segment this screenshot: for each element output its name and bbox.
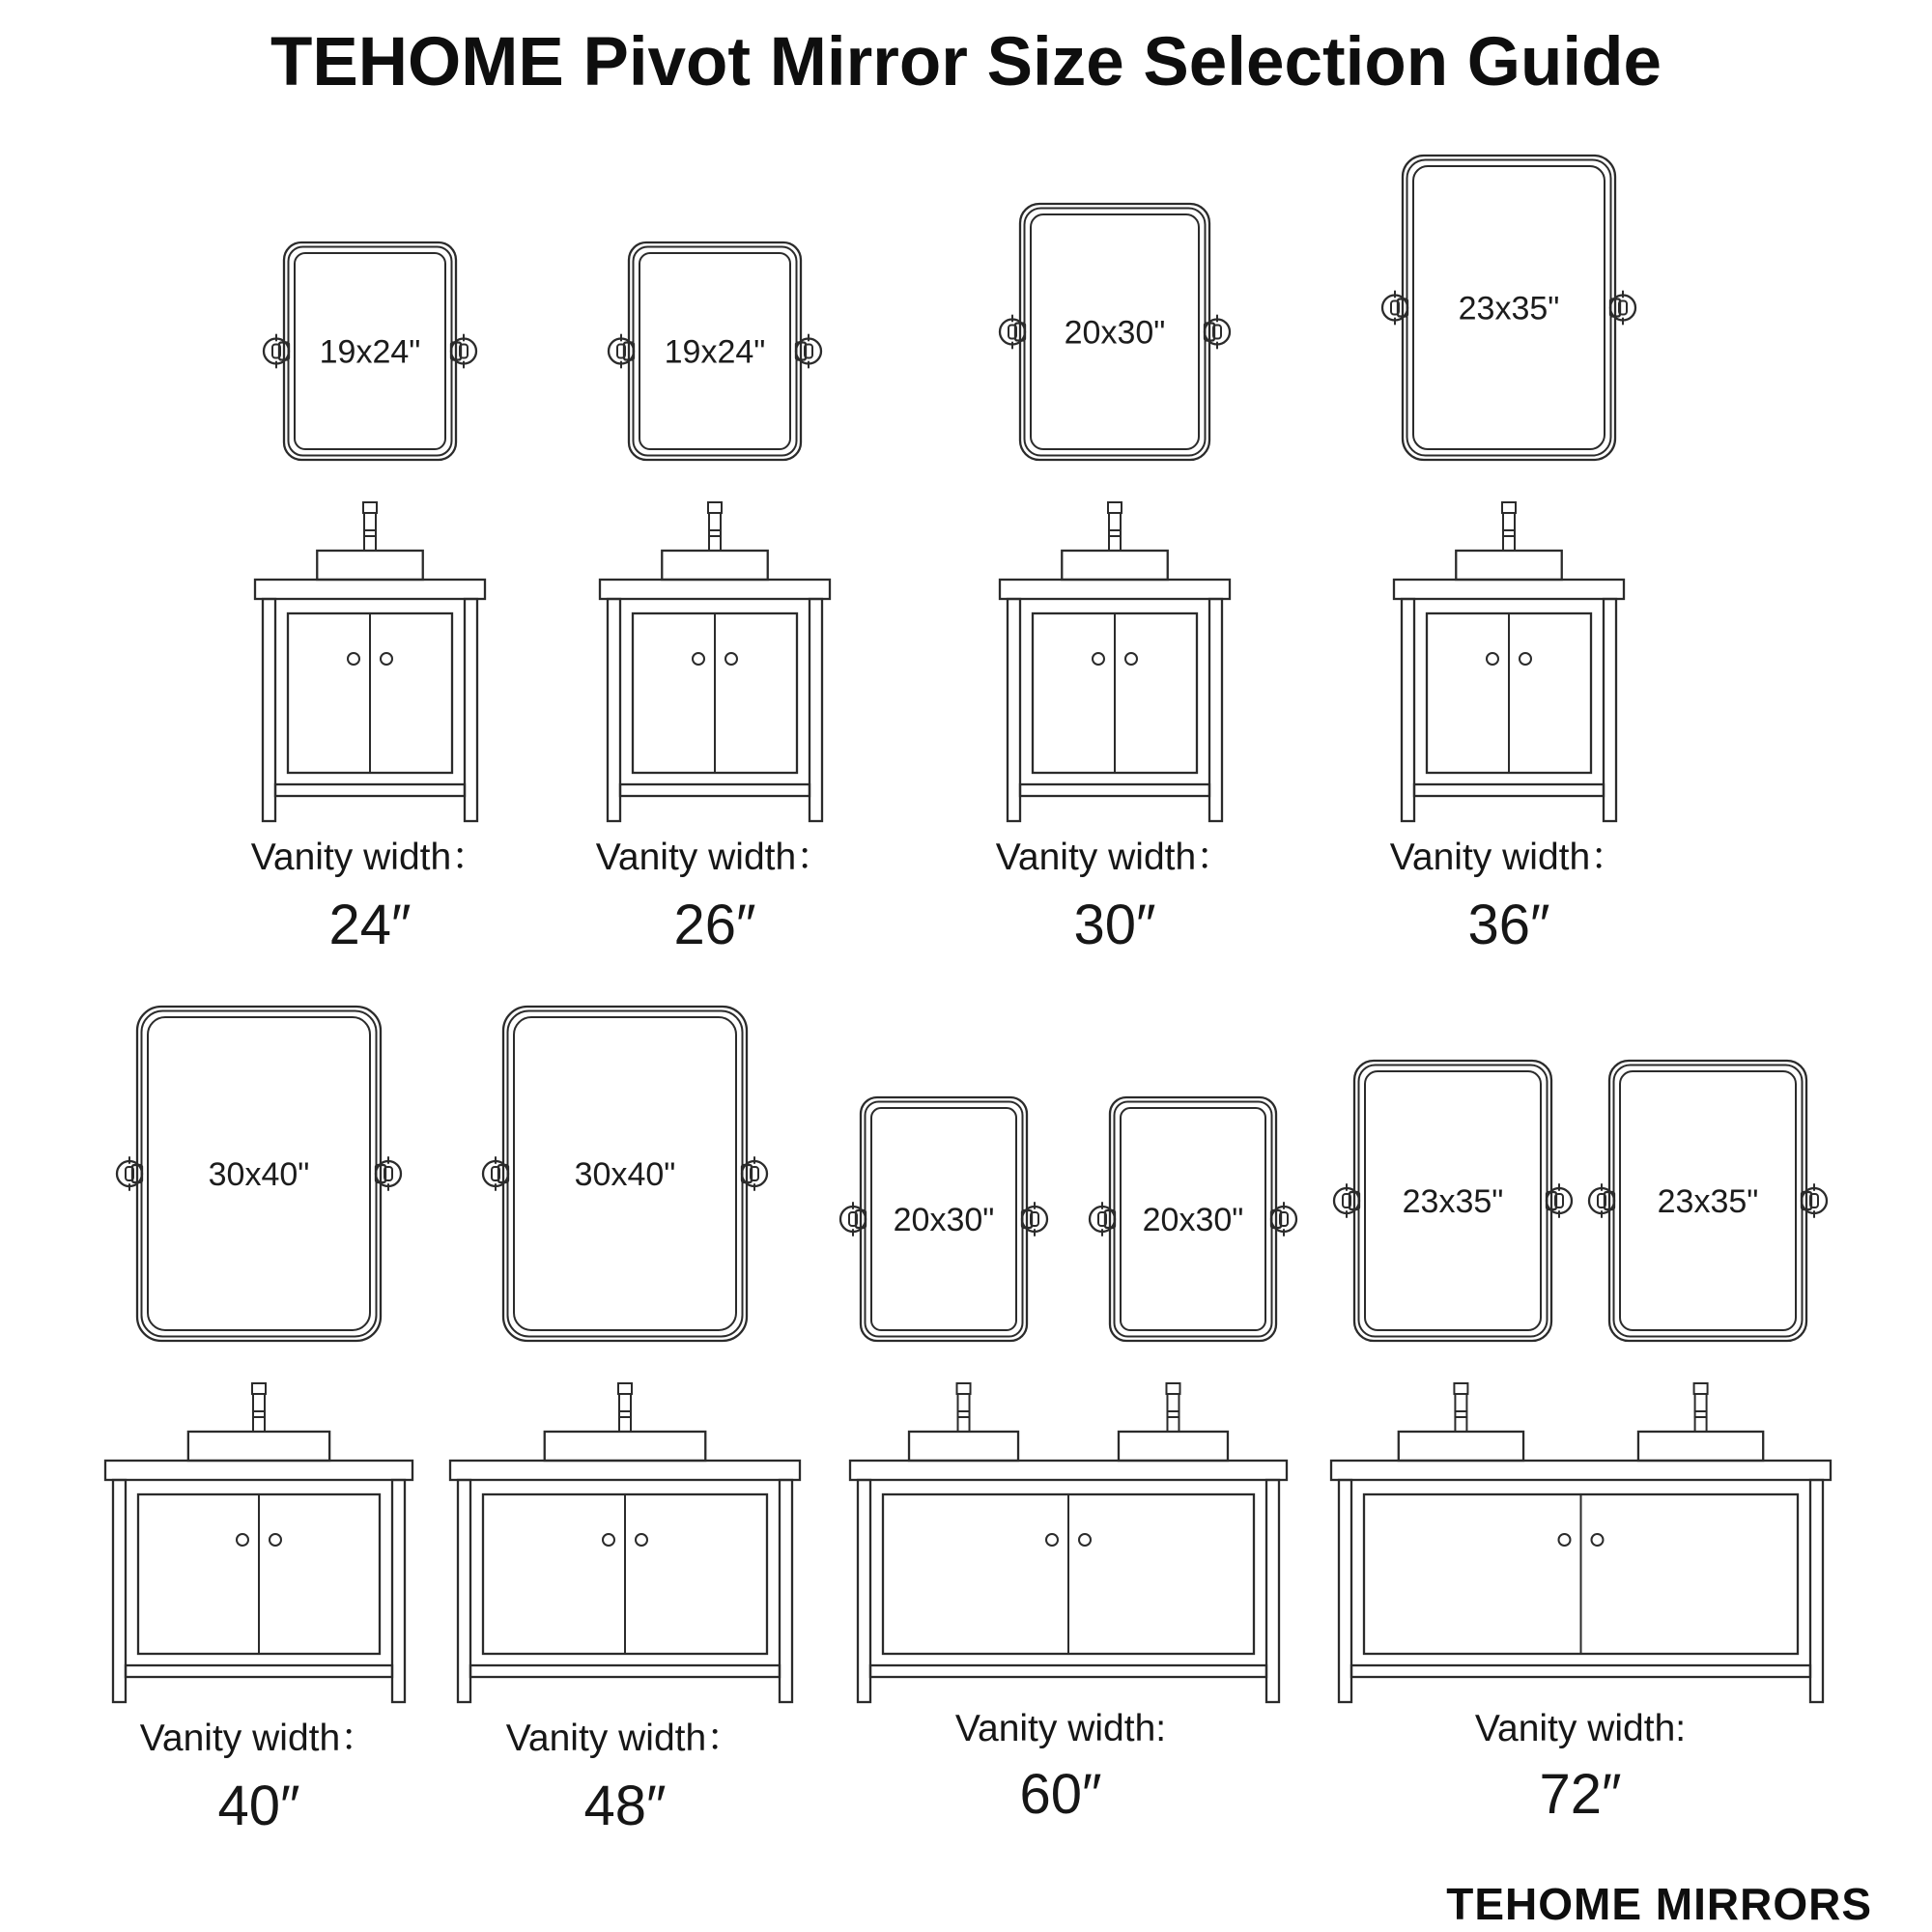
pairing-group bbox=[255, 242, 485, 821]
door-knob bbox=[636, 1534, 647, 1546]
countertop bbox=[1331, 1461, 1831, 1480]
vessel-sink bbox=[909, 1432, 1018, 1461]
vanity-leg bbox=[1810, 1480, 1823, 1702]
bottom-stretcher bbox=[1020, 784, 1209, 796]
vessel-sink bbox=[1399, 1432, 1523, 1461]
faucet-icon bbox=[1694, 1383, 1708, 1432]
bottom-stretcher bbox=[1351, 1665, 1810, 1677]
door-knob bbox=[270, 1534, 281, 1546]
vessel-sink bbox=[545, 1432, 706, 1461]
faucet-icon bbox=[618, 1383, 632, 1432]
vanity-width-label: Vanity width： bbox=[505, 1718, 745, 1759]
door-knob bbox=[1079, 1534, 1091, 1546]
vanity-leg bbox=[465, 599, 477, 821]
countertop bbox=[1000, 580, 1230, 599]
door-knob bbox=[603, 1534, 614, 1546]
vanity-leg bbox=[458, 1480, 470, 1702]
vanity-caption bbox=[140, 1708, 378, 1838]
vanity-width-value: 30″ bbox=[1073, 894, 1156, 956]
faucet-icon bbox=[1454, 1383, 1467, 1432]
vanity-caption bbox=[506, 1708, 744, 1838]
vanity-width-value: 72″ bbox=[1539, 1763, 1622, 1826]
pivot-mirror bbox=[483, 1007, 767, 1341]
door-knob bbox=[381, 653, 392, 665]
vanity-width-value: 40″ bbox=[217, 1775, 300, 1837]
vanity-leg bbox=[1339, 1480, 1351, 1702]
vanity-leg bbox=[1266, 1480, 1279, 1702]
vanity bbox=[1000, 502, 1230, 821]
vanity-width-value: 26″ bbox=[673, 894, 756, 956]
faucet-icon bbox=[1502, 502, 1516, 551]
door-knob bbox=[1093, 653, 1104, 665]
vanity-leg bbox=[263, 599, 275, 821]
door-knob bbox=[1520, 653, 1531, 665]
vanity-width-label: Vanity width： bbox=[595, 837, 835, 878]
pivot-mirror bbox=[1589, 1061, 1827, 1341]
countertop bbox=[1394, 580, 1624, 599]
pairing-group bbox=[600, 242, 830, 821]
bottom-stretcher bbox=[126, 1665, 392, 1677]
bottom-stretcher bbox=[470, 1665, 780, 1677]
vanity-caption bbox=[1475, 1708, 1686, 1827]
vessel-sink bbox=[662, 551, 767, 580]
vessel-sink bbox=[317, 551, 422, 580]
door-knob bbox=[348, 653, 359, 665]
vanity-leg bbox=[1402, 599, 1414, 821]
bottom-stretcher bbox=[1414, 784, 1604, 796]
brand-footer: TEHOME MIRRORS bbox=[1446, 1879, 1872, 1929]
vanity-caption bbox=[251, 827, 489, 957]
vanity bbox=[255, 502, 485, 821]
pairing-group bbox=[1331, 1061, 1831, 1702]
pivot-mirror bbox=[609, 242, 821, 460]
countertop bbox=[255, 580, 485, 599]
door-knob bbox=[1046, 1534, 1058, 1546]
vanity-leg bbox=[1604, 599, 1616, 821]
faucet-icon bbox=[1166, 1383, 1179, 1432]
vanity-leg bbox=[392, 1480, 405, 1702]
page-title: TEHOME Pivot Mirror Size Selection Guide bbox=[270, 24, 1662, 100]
vessel-sink bbox=[1119, 1432, 1228, 1461]
pairing-group bbox=[450, 1007, 800, 1702]
vanity-width-label: Vanity width： bbox=[1389, 837, 1629, 878]
faucet-icon bbox=[363, 502, 377, 551]
bottom-stretcher bbox=[870, 1665, 1266, 1677]
faucet-icon bbox=[1108, 502, 1122, 551]
vanity-width-value: 24″ bbox=[328, 894, 412, 956]
mirror-size-label: 20x30" bbox=[893, 1202, 995, 1238]
vanity-width-label: Vanity width： bbox=[250, 837, 490, 878]
door-knob bbox=[693, 653, 704, 665]
mirror-size-label: 30x40" bbox=[574, 1156, 676, 1193]
vanity-caption bbox=[596, 827, 834, 957]
vanity bbox=[600, 502, 830, 821]
countertop bbox=[450, 1461, 800, 1480]
vessel-sink bbox=[1062, 551, 1167, 580]
countertop bbox=[600, 580, 830, 599]
pivot-mirror bbox=[1090, 1097, 1296, 1341]
door-knob bbox=[1592, 1534, 1604, 1546]
faucet-icon bbox=[252, 1383, 266, 1432]
pivot-mirror bbox=[264, 242, 476, 460]
vanity-leg bbox=[113, 1480, 126, 1702]
door-knob bbox=[1125, 653, 1137, 665]
vanity bbox=[1331, 1383, 1831, 1702]
mirror-size-label: 20x30" bbox=[1064, 314, 1166, 352]
vessel-sink bbox=[1638, 1432, 1763, 1461]
vanity-leg bbox=[858, 1480, 870, 1702]
pairing-group bbox=[1382, 156, 1635, 821]
vanity-caption bbox=[996, 827, 1234, 957]
mirror-size-label: 20x30" bbox=[1142, 1202, 1244, 1238]
countertop bbox=[105, 1461, 412, 1480]
pairing-group bbox=[840, 1097, 1296, 1702]
mirror-size-label: 23x35" bbox=[1458, 290, 1560, 327]
door-knob bbox=[1559, 1534, 1571, 1546]
vanity-width-label: Vanity width: bbox=[954, 1708, 1167, 1749]
pivot-mirror bbox=[1382, 156, 1635, 460]
mirror-size-label: 30x40" bbox=[208, 1156, 310, 1193]
vanity bbox=[450, 1383, 800, 1702]
vanity bbox=[1394, 502, 1624, 821]
door-knob bbox=[725, 653, 737, 665]
vessel-sink bbox=[1456, 551, 1561, 580]
vanity bbox=[105, 1383, 412, 1702]
pivot-mirror bbox=[840, 1097, 1047, 1341]
pivot-mirror bbox=[117, 1007, 401, 1341]
vanity-width-label: Vanity width: bbox=[1474, 1708, 1687, 1749]
countertop bbox=[850, 1461, 1287, 1480]
vanity-width-label: Vanity width： bbox=[995, 837, 1235, 878]
vanity-leg bbox=[608, 599, 620, 821]
bottom-stretcher bbox=[275, 784, 465, 796]
vanity-leg bbox=[810, 599, 822, 821]
vanity-width-value: 60″ bbox=[1019, 1763, 1102, 1826]
vanity-caption bbox=[1390, 827, 1628, 957]
vanity-width-value: 48″ bbox=[583, 1775, 667, 1837]
mirror-size-label: 23x35" bbox=[1657, 1183, 1759, 1220]
vanity-width-value: 36″ bbox=[1467, 894, 1550, 956]
bottom-stretcher bbox=[620, 784, 810, 796]
faucet-icon bbox=[957, 1383, 971, 1432]
pivot-mirror bbox=[1000, 204, 1230, 460]
vanity bbox=[850, 1383, 1287, 1702]
faucet-icon bbox=[708, 502, 722, 551]
mirror-size-label: 19x24" bbox=[319, 333, 421, 371]
vanity-width-label: Vanity width： bbox=[139, 1718, 379, 1759]
mirror-size-label: 19x24" bbox=[664, 333, 766, 371]
pivot-mirror bbox=[1334, 1061, 1572, 1341]
vessel-sink bbox=[188, 1432, 329, 1461]
vanity-leg bbox=[1209, 599, 1222, 821]
vanity-caption bbox=[955, 1708, 1166, 1827]
pairing-group bbox=[1000, 204, 1230, 821]
pairing-group bbox=[105, 1007, 412, 1702]
vanity-leg bbox=[780, 1480, 792, 1702]
door-knob bbox=[237, 1534, 248, 1546]
mirror-size-label: 23x35" bbox=[1402, 1183, 1504, 1220]
vanity-leg bbox=[1008, 599, 1020, 821]
door-knob bbox=[1487, 653, 1498, 665]
